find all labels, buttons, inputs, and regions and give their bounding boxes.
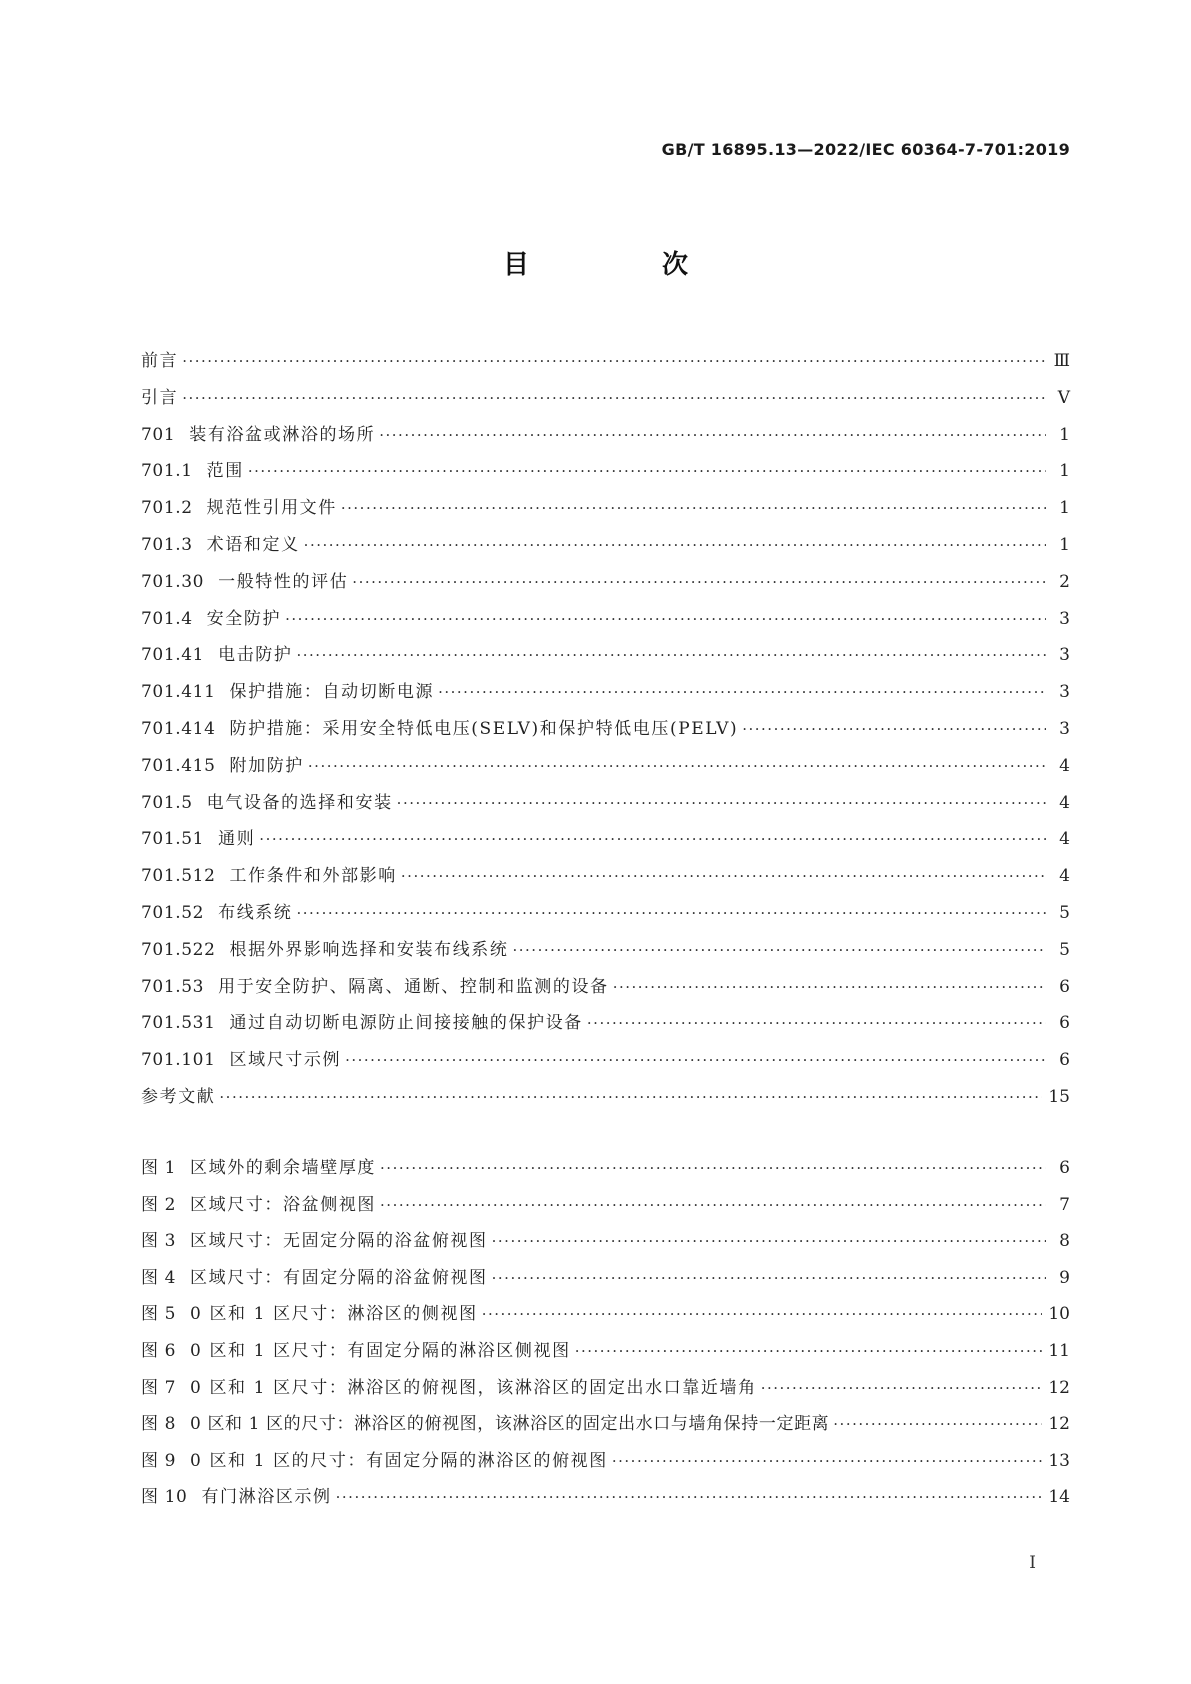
toc-entry-label: 装有浴盆或淋浴的场所 [189, 424, 376, 445]
figure-entry[interactable] [141, 1296, 1070, 1333]
toc-entry[interactable] [141, 785, 1070, 822]
toc-entry[interactable] [141, 674, 1070, 711]
toc-entry-label: 术语和定义 [206, 534, 300, 555]
toc-entry-number: 701 [141, 424, 176, 445]
toc-entry-label: 一般特性的评估 [218, 571, 349, 592]
toc-entry-page: 4 [1059, 792, 1070, 813]
toc-entry[interactable] [141, 601, 1070, 638]
toc-leader-dots [297, 637, 1047, 674]
figure-entry-label: 0 区和 1 区的尺寸：淋浴区的俯视图，该淋浴区的固定出水口与墙角保持一定距离 [190, 1414, 830, 1435]
figure-entry-label: 区域尺寸：浴盆侧视图 [190, 1194, 377, 1215]
toc-leader-dots [304, 527, 1046, 564]
toc-entry-page: Ⅲ [1053, 351, 1070, 371]
toc-entry-number: 701.5 [141, 792, 193, 813]
toc-entry[interactable] [141, 932, 1070, 969]
figure-leader-dots [575, 1333, 1043, 1370]
toc-leader-dots [308, 748, 1046, 785]
figure-entry[interactable] [141, 1333, 1070, 1370]
toc-entry-page: 4 [1059, 829, 1070, 850]
toc-entry-label: 防护措施：采用安全特低电压(SELV)和保护特低电压(PELV) [229, 718, 739, 739]
figure-entry-label: 0 区和 1 区尺寸：淋浴区的俯视图，该淋浴区的固定出水口靠近墙角 [190, 1377, 757, 1398]
figure-leader-dots [492, 1223, 1046, 1260]
toc-entry-page: 4 [1059, 866, 1070, 887]
figure-leader-dots [761, 1370, 1043, 1407]
toc-entry-label: 区域尺寸示例 [229, 1050, 342, 1071]
toc-leader-dots [297, 895, 1047, 932]
toc-entry[interactable] [141, 417, 1070, 454]
toc-entry-page: 3 [1059, 718, 1070, 739]
page-title: 目 次 [502, 250, 751, 280]
toc-leader-dots [345, 1042, 1046, 1079]
figure-entry-label: 0 区和 1 区尺寸：淋浴区的侧视图 [190, 1304, 478, 1325]
toc-entry-label: 安全防护 [206, 608, 282, 629]
figure-leader-dots [380, 1150, 1046, 1187]
figure-entry-page: 14 [1048, 1487, 1070, 1508]
toc-leader-dots [182, 343, 1046, 380]
toc-leader-dots [259, 821, 1046, 858]
toc-leader-dots [248, 453, 1046, 490]
figure-entry[interactable] [141, 1370, 1070, 1407]
figure-leader-dots [612, 1443, 1042, 1480]
toc-entry[interactable] [141, 858, 1070, 895]
toc-entry-label: 根据外界影响选择和安装布线系统 [229, 939, 509, 960]
toc-entry-number: 701.411 [141, 682, 216, 703]
toc-entry[interactable] [141, 453, 1070, 490]
figure-entry-label: 0 区和 1 区尺寸：有固定分隔的淋浴区侧视图 [190, 1340, 571, 1361]
toc-entry[interactable] [141, 490, 1070, 527]
toc-entry-label: 参考文献 [141, 1086, 216, 1107]
toc-entry-label: 布线系统 [218, 902, 293, 923]
toc-leader-dots [613, 969, 1046, 1006]
figure-leader-dots [380, 1187, 1046, 1224]
toc-entry-number: 701.414 [141, 718, 216, 739]
toc-entry-number: 701.531 [141, 1013, 216, 1034]
figure-entry[interactable] [141, 1479, 1070, 1516]
figure-entry-number: 图 7 [141, 1377, 177, 1398]
toc-entry-label: 通则 [218, 829, 256, 850]
standard-number-header: GB/T 16895.13—2022/IEC 60364-7-701:2019 [661, 140, 1070, 159]
toc-entry-number: 701.2 [141, 498, 193, 519]
figure-entry-number: 图 5 [141, 1304, 177, 1325]
toc-entry[interactable] [141, 527, 1070, 564]
toc-entry-page: 1 [1059, 461, 1070, 482]
figure-entry-number: 图 1 [141, 1158, 177, 1178]
toc-entry[interactable] [141, 343, 1070, 380]
toc-entry[interactable] [141, 969, 1070, 1006]
toc-leader-dots [182, 380, 1046, 417]
figure-entry-number: 图 3 [141, 1231, 177, 1252]
figure-entry-label: 区域尺寸：有固定分隔的浴盆俯视图 [190, 1267, 488, 1288]
toc-entry-label: 通过自动切断电源防止间接接触的保护设备 [229, 1013, 583, 1034]
toc-entry-number: 701.41 [141, 645, 205, 666]
toc-entry-page: 1 [1059, 534, 1070, 555]
figure-entry[interactable] [141, 1260, 1070, 1297]
toc-leader-dots [587, 1005, 1046, 1042]
figure-entry-page: 12 [1048, 1414, 1070, 1435]
toc-entry-label: 电气设备的选择和安装 [206, 792, 393, 813]
toc-entry-page: 1 [1059, 498, 1070, 519]
toc-entry-label: 用于安全防护、隔离、通断、控制和监测的设备 [218, 976, 609, 997]
toc-leader-dots [341, 490, 1046, 527]
toc-entry-page: 4 [1059, 755, 1070, 776]
toc-entry-number: 701.512 [141, 866, 216, 887]
toc-leader-dots [285, 601, 1046, 638]
toc-leader-dots [397, 785, 1046, 822]
figure-entry-page: 7 [1059, 1194, 1070, 1215]
toc-entry-page: 3 [1059, 608, 1070, 629]
toc-leader-dots [401, 858, 1046, 895]
toc-entry[interactable] [141, 637, 1070, 674]
figure-entry-page: 11 [1048, 1340, 1070, 1361]
toc-entry-number: 701.3 [141, 534, 193, 555]
toc-leader-dots [513, 932, 1047, 969]
toc-entry-label: 电击防护 [218, 645, 293, 666]
toc-entry-page: Ⅴ [1057, 387, 1070, 408]
figure-leader-dots [336, 1479, 1043, 1516]
toc-leader-dots [438, 674, 1046, 711]
toc-entry-page: 15 [1048, 1086, 1070, 1107]
toc-leader-dots [742, 711, 1046, 748]
toc-entry-label: 范围 [206, 461, 244, 482]
toc-entry[interactable] [141, 564, 1070, 601]
figure-entry[interactable] [141, 1223, 1070, 1260]
toc-entry-page: 2 [1059, 571, 1070, 592]
toc-entry-page: 6 [1059, 1050, 1070, 1071]
toc-entry[interactable] [141, 380, 1070, 417]
toc-entry-number: 701.1 [141, 461, 193, 482]
figure-entry-number: 图 10 [141, 1487, 188, 1508]
toc-entry-page: 6 [1059, 976, 1070, 997]
toc-entry-number: 701.101 [141, 1050, 216, 1071]
figure-entry-number: 图 2 [141, 1194, 177, 1215]
figure-entry-page: 10 [1048, 1304, 1070, 1325]
figure-entry-number: 图 6 [141, 1340, 177, 1361]
toc-entry-page: 6 [1059, 1013, 1070, 1034]
figure-entry-page: 9 [1059, 1267, 1070, 1288]
toc-entry[interactable] [141, 821, 1070, 858]
figure-entry-page: 12 [1048, 1377, 1070, 1398]
figure-entry-label: 区域尺寸：无固定分隔的浴盆俯视图 [190, 1231, 488, 1252]
figure-entry[interactable] [141, 1187, 1070, 1224]
toc-entry-number: 701.53 [141, 976, 205, 997]
toc-entry-page: 3 [1059, 682, 1070, 703]
toc-entry[interactable] [141, 1042, 1070, 1079]
figure-entry[interactable] [141, 1443, 1070, 1480]
toc-entry[interactable] [141, 895, 1070, 932]
toc-entry-number: 701.4 [141, 608, 193, 629]
figure-entry-page: 8 [1059, 1231, 1070, 1252]
toc-entry-label: 前言 [141, 351, 179, 371]
figure-entry-page: 6 [1059, 1158, 1070, 1178]
toc-entry[interactable] [141, 1079, 1070, 1116]
figure-entry-number: 图 9 [141, 1450, 177, 1471]
toc-entry-page: 5 [1059, 902, 1070, 923]
figure-entry-label: 区域外的剩余墙壁厚度 [190, 1158, 377, 1178]
toc-entry[interactable] [141, 711, 1070, 748]
toc-entry[interactable] [141, 748, 1070, 785]
figure-entry-label: 有门淋浴区示例 [201, 1487, 332, 1508]
figure-entry-number: 图 8 [141, 1414, 177, 1435]
figure-leader-dots [482, 1296, 1043, 1333]
figure-entry-page: 13 [1048, 1450, 1070, 1471]
list-of-figures [141, 1150, 1070, 1516]
figure-entry[interactable] [141, 1406, 1070, 1443]
figure-entry[interactable] [141, 1150, 1070, 1187]
toc-entry-number: 701.52 [141, 902, 205, 923]
toc-entry-number: 701.30 [141, 571, 205, 592]
toc-entry-number: 701.522 [141, 939, 216, 960]
toc-leader-dots [352, 564, 1046, 601]
figure-entry-number: 图 4 [141, 1267, 177, 1288]
toc-entry[interactable] [141, 1005, 1070, 1042]
toc-entry-label: 保护措施：自动切断电源 [229, 682, 435, 703]
toc-entry-label: 规范性引用文件 [206, 498, 337, 519]
toc-entry-number: 701.415 [141, 755, 216, 776]
toc-entry-label: 附加防护 [229, 755, 304, 776]
toc-entry-number: 701.51 [141, 829, 205, 850]
toc-leader-dots [379, 417, 1046, 454]
toc-entry-page: 1 [1059, 424, 1070, 445]
toc-leader-dots [219, 1079, 1042, 1116]
figure-leader-dots [492, 1260, 1046, 1297]
figure-leader-dots [833, 1406, 1042, 1443]
figure-entry-label: 0 区和 1 区的尺寸：有固定分隔的淋浴区的俯视图 [190, 1450, 608, 1471]
toc-entry-label: 引言 [141, 387, 179, 408]
page-number: I [1029, 1553, 1036, 1573]
toc-entry-label: 工作条件和外部影响 [229, 866, 397, 887]
toc-entry-page: 5 [1059, 939, 1070, 960]
table-of-contents [141, 343, 1070, 1116]
toc-entry-page: 3 [1059, 645, 1070, 666]
